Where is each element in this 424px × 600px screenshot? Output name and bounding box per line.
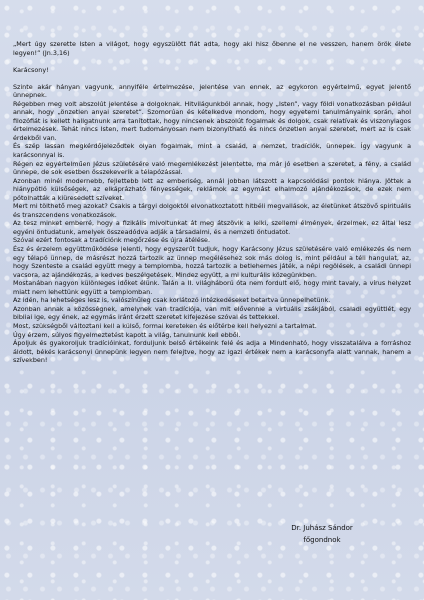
- paragraph: És szép lassan megkérdőjeleződtek olyan fogalmak, mint a család, a nemzet, tradíciók, ünnepek. Így vagyunk a karácsonnyal is.: [13, 142, 411, 160]
- bible-quote: „Mert úgy szerette Isten a világot, hogy egyszülött fiát adta, hogy aki hisz őbenne el ne vesszen, hanem örök élete legyen!” (Jn.3,16): [13, 40, 411, 57]
- paragraph: Az idén, ha lehetséges lesz is, valószínűleg csak korlátozó intézkedéseket betartva ünnepelhetünk.: [13, 296, 331, 305]
- paragraph: Azonban minél modernebb, fejlettebb lett az emberiség, annál jobban látszott a kapcsolódási pontok hiánya. Jöttek a hiánypótló külsőségek, az elkáprázható fényességek, reklámok az egymást elhalmozó ajándékozások, de ezek nem pótolhatták a kiüresedett szíveket.: [13, 176, 411, 202]
- spacer: [13, 74, 411, 83]
- paragraph: Mostanában nagyon különleges időket élünk. Talán a II. világháború óta nem fordult elő, hogy mint tavaly, a vírus helyzet miatt nem lehettünk együtt a templomban.: [13, 279, 411, 296]
- signature-block: [262, 522, 382, 546]
- paragraph: Szinte akár hányan vagyunk, annyiféle értelmezése, jelentése van ennek, az egykoron egyértelmű, egyet jelentő ünnepnek.: [13, 82, 411, 100]
- paragraph: Úgy érzem, súlyos figyelmeztetést kapott a világ, tanulnunk kell ebből.: [13, 330, 241, 339]
- signature-title: főgondnok: [303, 536, 341, 544]
- spacer: [13, 57, 411, 66]
- paragraph: Ész és érzelem együttműködése jelenti, hogy egyszerűt tudjuk, hogy Karácsony Jézus születésére való emlékezés és nem egy télapó ünnep, de másrészt hozzá tartozik az ünnep megélésehez sok más dolog is, mint például a téli hangulat, az, hogy Szenteste a család együtt megy a templomba, hozzá tartozik a betlehemes játék, a népi regölések, a családi ünnepi vacsora, az ajándékozás, a kedves beszélgetések. Mindez együtt, a mi kulturális közegünkben.: [13, 245, 411, 279]
- paragraph: Ápoljuk és gyakoroljuk tradícióinkat, forduljunk belső értékeink felé és adja a Mindenható, hogy visszatalálva a forráshoz áldott, békés karácsonyi ünnepünk legyen nem felejtve, hogy az igazi értékek nem a karácsonyfa alatt vannak, hanem a szívekben!: [13, 339, 411, 365]
- paragraph: Azonban annak a közösségnek, amelynek van tradíciója, van mit elővennie a virtuális zsákjából, csaladi együttlét, egy bibliai ige, egy ének, az egymás iránt érzett szeretet kifejezése szóval és tettekkel.: [13, 304, 411, 322]
- paragraph: Most, szükségből változtani kell a külső, formai kereteken és előtérbe kell helyezni a tartalmat.: [13, 321, 317, 330]
- signature-name: Dr. Juhász Sándor: [291, 524, 353, 532]
- paragraph: Régen ez egyértelműen Jézus születésére való megemlékezést jelentette, ma már jó esetben a szeretet, a fény, a család ünnepe, de sok esetben összekeverik a télapózással.: [13, 159, 411, 177]
- paragraph: Mert mi tölthető meg azokat? Csakis a tárgyi dolgoktól elvonatkoztatott hitbéli megvallások, az életünket átszövő spirituális és transzcendens vonatkozások.: [13, 202, 411, 219]
- paragraph: Az tesz minket emberré, hogy a fizikális mivoltunkat át meg átszövik a lelki, szellemi élmények, érzelmek, ez által lesz egyéni öntudatunk, amelyek összeadódva adják a társadalmi, és a nemzeti öntudatot.: [13, 219, 411, 236]
- paragraph: Szóval ezért fontosak a tradíciónk megőrzése és újra átélése.: [13, 236, 210, 245]
- letter-text: [13, 40, 411, 365]
- greeting: Karácsony!: [13, 65, 49, 74]
- paragraph: Régebben meg volt abszolút jelentése a dolgoknak. Hitvilágunkból annak, hogy „Isten”, vagy földi vonatkozásban például annak, hogy „önzetlen anyai szeretet”. Szomorúan és kételkedve mondom, hogy egyetemi tanulmányaink során, ahol filozófiát is kellett hallgatnunk arra tanítottak, hogy nincsenek abszolút fogalmak és dolgok, csak relatívak és viszonylagos értelmezések. Tehát nincs Isten, mert tudományosan nem bizonyítható és nincs önzetlen anyai szeretet, mert az is csak érdekből van.: [13, 99, 411, 142]
